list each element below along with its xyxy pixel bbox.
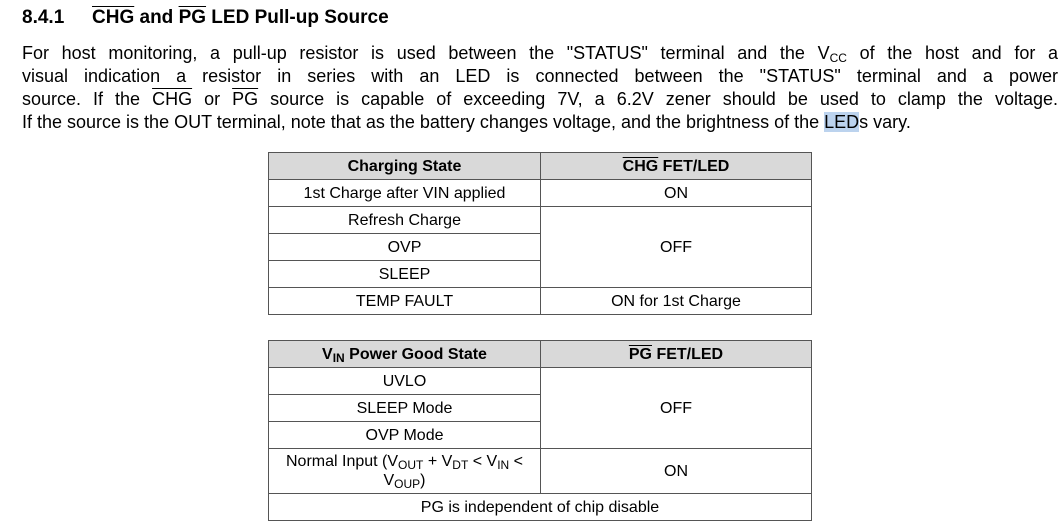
- paragraph-line-3: [22, 88, 1058, 111]
- text-segment: source is capable of exceeding 7V, a 6.2V zener should be used to clamp the voltage.: [258, 89, 1058, 109]
- table-row: [269, 180, 812, 207]
- table-row: [269, 207, 812, 234]
- paragraph-line-4: [22, 111, 1058, 134]
- power-good-table: [268, 340, 812, 521]
- chg-signal-name: $\overline{CHG}$: [622, 157, 659, 175]
- text-segment: < V: [468, 453, 498, 470]
- state-cell: SLEEP Mode: [269, 395, 541, 422]
- table-row: [269, 288, 812, 315]
- header-suffix: FET/LED: [652, 345, 724, 363]
- text-segment: s vary.: [859, 112, 911, 132]
- text-segment: source. If the: [22, 89, 153, 109]
- body-paragraph: [22, 42, 1058, 134]
- text-segment: Power Good State: [344, 345, 487, 363]
- value-cell: OFF: [541, 368, 812, 449]
- text-segment: or: [192, 89, 233, 109]
- state-cell: Refresh Charge: [269, 207, 541, 234]
- subscript: OUP: [394, 477, 421, 491]
- value-cell: ON: [541, 449, 812, 494]
- text-segment: For host monitoring, a pull-up resistor is used between the "STATUS" terminal and the V: [22, 43, 830, 63]
- text-segment: of the host and for a: [846, 43, 1058, 63]
- footer-note: PG is independent of chip disable: [269, 494, 812, 521]
- section-number: 8.4.1: [22, 7, 65, 28]
- charging-state-table: [268, 152, 812, 315]
- state-cell: 1st Charge after VIN applied: [269, 180, 541, 207]
- highlighted-selection[interactable]: LED: [824, 112, 860, 132]
- value-cell: ON: [541, 180, 812, 207]
- pg-signal-name: $\overline{PG}$: [232, 89, 259, 109]
- subscript: OUT: [398, 458, 424, 472]
- state-cell: OVP: [269, 234, 541, 261]
- text-segment: V: [383, 472, 395, 489]
- header-charging-state: Charging State: [269, 153, 541, 180]
- table-header-row: [269, 341, 812, 368]
- table-footer-row: [269, 494, 812, 521]
- table-row: [269, 368, 812, 395]
- text-segment: If the source is the OUT terminal, note that as the battery changes voltage, and the brightness of the: [22, 112, 825, 132]
- state-cell: TEMP FAULT: [269, 288, 541, 315]
- header-vin-power-good-state: [269, 341, 541, 368]
- value-cell: ON for 1st Charge: [541, 288, 812, 315]
- table-header-row: [269, 153, 812, 180]
- chg-signal-name: $\overline{CHG}$: [152, 89, 193, 109]
- pg-signal-name: $\overline{PG}$: [178, 7, 207, 28]
- paragraph-line-2: visual indication a resistor in series with an LED is connected between the "STATUS" terminal and a power: [22, 66, 1058, 86]
- text-segment: + V: [423, 453, 453, 470]
- header-chg-fet-led: [541, 153, 812, 180]
- subscript: IN: [497, 458, 510, 472]
- value-cell: OFF: [541, 207, 812, 288]
- header-suffix: FET/LED: [658, 157, 730, 175]
- text-segment: ): [420, 472, 426, 489]
- header-pg-fet-led: [541, 341, 812, 368]
- table-row: [269, 449, 812, 494]
- heading-rest: LED Pull-up Source: [206, 7, 389, 28]
- state-cell: [269, 449, 541, 494]
- state-cell: SLEEP: [269, 261, 541, 288]
- subscript: IN: [332, 350, 345, 365]
- section-heading: [22, 6, 389, 30]
- text-segment: Normal Input (V: [286, 453, 399, 470]
- paragraph-line-1: [22, 42, 1058, 65]
- text-segment: V: [322, 345, 333, 363]
- subscript: CC: [829, 51, 847, 65]
- state-cell: UVLO: [269, 368, 541, 395]
- pg-signal-name: $\overline{PG}$: [628, 345, 652, 363]
- text-segment: <: [509, 453, 523, 470]
- state-cell: OVP Mode: [269, 422, 541, 449]
- chg-signal-name: $\overline{CHG}$: [92, 7, 135, 28]
- subscript: DT: [452, 458, 469, 472]
- heading-and: and: [134, 7, 179, 28]
